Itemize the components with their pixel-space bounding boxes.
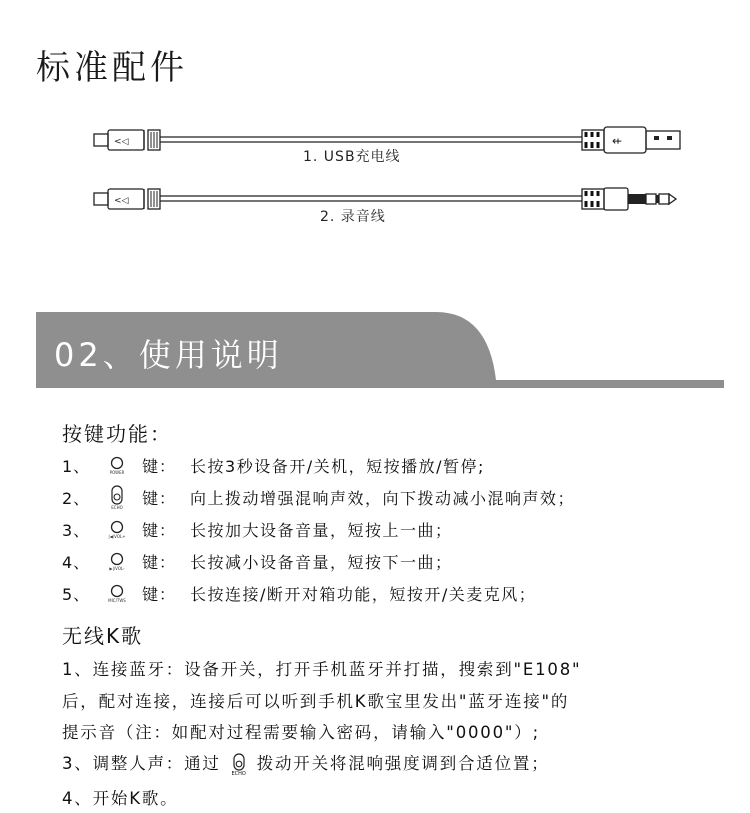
audio-cable-label: 2. 录音线 bbox=[320, 209, 386, 225]
row-number: 2、 bbox=[62, 488, 91, 508]
next-vol-down-button-icon bbox=[100, 546, 134, 576]
key-label: 键： bbox=[142, 552, 177, 572]
usb-cable-label: 1. USB充电线 bbox=[303, 149, 401, 165]
button-description: 长按连接/断开对箱功能，短按开/关麦克风； bbox=[190, 584, 537, 604]
echo-switch-icon bbox=[100, 482, 134, 512]
karaoke-line-5: 4、开始K歌。 bbox=[62, 789, 179, 808]
echo-switch-icon bbox=[225, 753, 253, 777]
page-title: 标准配件 bbox=[36, 48, 188, 88]
svg-text:⇷: ⇷ bbox=[612, 134, 623, 148]
key-label: 键： bbox=[142, 456, 177, 476]
mic-tws-icon-label: MIC/TWS bbox=[108, 597, 126, 603]
button-description: 长按加大设备音量，短按上一曲； bbox=[190, 520, 453, 540]
key-label: 键： bbox=[142, 520, 177, 540]
karaoke-line-1: 1、连接蓝牙：设备开关，打开手机蓝牙并打描，搜索到"E108" bbox=[62, 660, 582, 679]
karaoke-line-3: 提示音（注：如配对过程需要输入密码，请输入"0000"）; bbox=[62, 723, 540, 742]
key-label: 键： bbox=[142, 488, 177, 508]
button-functions-heading: 按键功能： bbox=[62, 422, 172, 446]
echo-switch-icon-label: ECHO bbox=[111, 504, 123, 510]
row-number: 5、 bbox=[62, 584, 91, 604]
key-label: 键： bbox=[142, 584, 177, 604]
audio-cable-icon bbox=[92, 185, 692, 213]
button-row-vol-up bbox=[62, 514, 453, 544]
karaoke-line-4 bbox=[62, 750, 550, 777]
button-row-power bbox=[62, 450, 485, 480]
power-button-icon-label: POWER bbox=[109, 469, 125, 475]
button-row-vol-down bbox=[62, 546, 453, 576]
svg-text:<◁: <◁ bbox=[114, 137, 129, 147]
button-description: 长按减小设备音量，短按下一曲； bbox=[190, 552, 453, 572]
button-description: 向上拨动增强混响声效，向下拨动减小混响声效； bbox=[190, 488, 576, 508]
svg-text:<◁: <◁ bbox=[114, 196, 129, 206]
prev-vol-up-button-icon bbox=[100, 514, 134, 544]
power-button-icon bbox=[100, 450, 134, 480]
karaoke-line-4-start: 3、调整人声：通过 bbox=[62, 754, 221, 773]
karaoke-line-2: 后，配对连接，连接后可以听到手机K歌宝里发出"蓝牙连接"的 bbox=[62, 692, 570, 711]
vol-up-icon-label: |◀/VOL+ bbox=[108, 533, 126, 539]
karaoke-heading: 无线K歌 bbox=[62, 624, 144, 648]
button-description: 长按3秒设备开/关机，短按播放/暂停; bbox=[190, 456, 485, 476]
button-row-mic-tws bbox=[62, 578, 536, 608]
section-title: 02、使用说明 bbox=[54, 336, 283, 374]
row-number: 1、 bbox=[62, 456, 91, 476]
mic-tws-button-icon bbox=[100, 578, 134, 608]
row-number: 4、 bbox=[62, 552, 91, 572]
echo-inline-label: ECHO bbox=[231, 770, 246, 777]
vol-down-icon-label: ▶|/VOL- bbox=[109, 565, 125, 571]
karaoke-line-4-end: 拨动开关将混响强度调到合适位置； bbox=[256, 754, 550, 773]
button-row-echo bbox=[62, 482, 575, 512]
row-number: 3、 bbox=[62, 520, 91, 540]
